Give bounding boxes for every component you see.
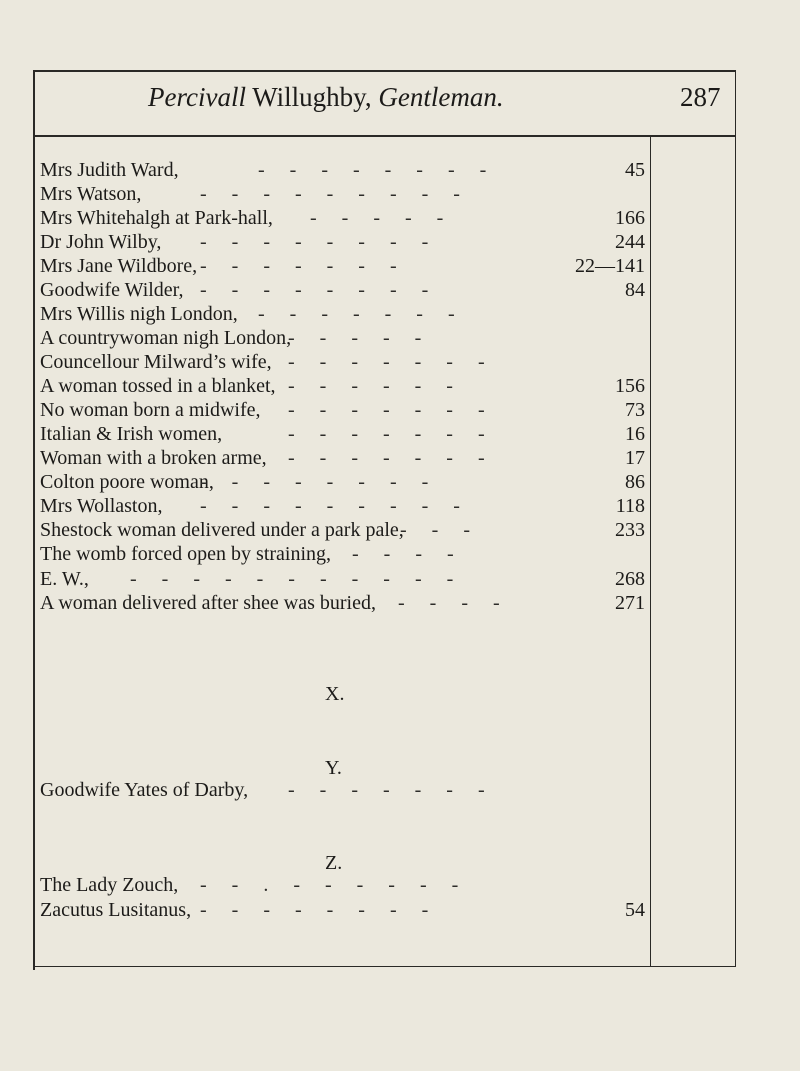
entry-page-ref: 268 bbox=[615, 568, 645, 590]
index-entry bbox=[40, 349, 640, 375]
entry-name: No woman born a midwife, bbox=[40, 399, 261, 421]
entry-name: Councellour Milward’s wife, bbox=[40, 351, 272, 373]
entry-page-ref: 86 bbox=[625, 471, 645, 493]
entry-page-ref: 16 bbox=[625, 423, 645, 445]
index-entry bbox=[40, 590, 645, 616]
entry-leader-dashes: - - . - - - - - - bbox=[200, 874, 469, 896]
index-entry bbox=[40, 253, 645, 279]
entry-name: Dr John Wilby, bbox=[40, 231, 162, 253]
entry-leader-dashes: - - - - - - - - bbox=[200, 279, 439, 301]
entry-leader-dashes: - - - - - - bbox=[288, 375, 463, 397]
entry-leader-dashes: - - - - - - - bbox=[288, 351, 495, 373]
entry-leader-dashes: - - - - - - - bbox=[288, 447, 495, 469]
right-border bbox=[735, 70, 736, 967]
entry-page-ref: 166 bbox=[615, 207, 645, 229]
entry-leader-dashes: - - - - - - - bbox=[258, 303, 465, 325]
entry-name: A woman tossed in a blanket, bbox=[40, 375, 276, 397]
entry-leader-dashes: - - - - - - - - bbox=[258, 159, 497, 181]
left-border bbox=[33, 70, 35, 970]
index-entry bbox=[40, 421, 645, 447]
index-entry bbox=[40, 157, 645, 183]
section-letter-z: Z. bbox=[325, 852, 343, 874]
entry-leader-dashes: - - - - - - - - bbox=[200, 899, 439, 921]
entry-name: Mrs Whitehalgh at Park-hall, bbox=[40, 207, 273, 229]
index-entry bbox=[40, 181, 640, 207]
entry-leader-dashes: - - - - - - - bbox=[288, 399, 495, 421]
entry-page-ref: 118 bbox=[615, 495, 645, 517]
entry-name: Mrs Jane Wildbore, bbox=[40, 255, 198, 277]
index-entry bbox=[40, 373, 645, 399]
entry-page-ref: 17 bbox=[625, 447, 645, 469]
entry-name: The womb forced open by straining, bbox=[40, 543, 332, 565]
running-head-surname: Willughby, bbox=[252, 82, 372, 112]
index-entry bbox=[40, 897, 645, 923]
entry-name: Mrs Willis nigh London, bbox=[40, 303, 238, 325]
entry-page-ref: 73 bbox=[625, 399, 645, 421]
entry-page-ref: 156 bbox=[615, 375, 645, 397]
entry-name: A woman delivered after shee was buried, bbox=[40, 592, 376, 614]
entry-name: Shestock woman delivered under a park pale, bbox=[40, 519, 404, 541]
index-entry bbox=[40, 325, 640, 351]
running-head-descriptor: Gentleman. bbox=[378, 82, 504, 112]
entry-leader-dashes: - - - - - - - bbox=[288, 423, 495, 445]
entry-leader-dashes: - - - - - - - - bbox=[200, 231, 439, 253]
entry-name: Italian & Irish women, bbox=[40, 423, 223, 445]
entry-name: Goodwife Yates of Darby, bbox=[40, 779, 249, 801]
index-entry bbox=[40, 872, 640, 898]
entry-leader-dashes: - - - - bbox=[398, 592, 510, 614]
entry-leader-dashes: - - - - - - - - - - - bbox=[130, 568, 464, 590]
entry-name: E. W., bbox=[40, 568, 89, 590]
entry-name: Goodwife Wilder, bbox=[40, 279, 184, 301]
running-head-name: Percivall bbox=[148, 82, 246, 112]
entry-name: Zacutus Lusitanus, bbox=[40, 899, 192, 921]
index-entry bbox=[40, 777, 640, 803]
page-number: 287 bbox=[680, 82, 721, 112]
entry-page-ref: 84 bbox=[625, 279, 645, 301]
entry-leader-dashes: - - - - - - - - bbox=[200, 471, 439, 493]
index-entry bbox=[40, 205, 645, 231]
index-entry bbox=[40, 493, 645, 519]
running-head bbox=[148, 82, 504, 113]
index-entry bbox=[40, 229, 645, 255]
column-divider bbox=[650, 137, 651, 967]
bottom-rule bbox=[34, 966, 736, 967]
entry-page-ref: 54 bbox=[625, 899, 645, 921]
entry-name: Mrs Watson, bbox=[40, 183, 142, 205]
entry-page-ref: 244 bbox=[615, 231, 645, 253]
entry-name: Mrs Judith Ward, bbox=[40, 159, 179, 181]
header-rule bbox=[34, 135, 736, 137]
entry-page-ref: 45 bbox=[625, 159, 645, 181]
section-letter-x: X. bbox=[325, 683, 345, 705]
index-entry bbox=[40, 397, 645, 423]
index-entry bbox=[40, 277, 645, 303]
entry-leader-dashes: - - - - - - - bbox=[200, 255, 407, 277]
entry-leader-dashes: - - - bbox=[400, 519, 480, 541]
entry-name: Colton poore woman, bbox=[40, 471, 214, 493]
entry-leader-dashes: - - - - - bbox=[310, 207, 454, 229]
entry-leader-dashes: - - - - - - - bbox=[288, 779, 495, 801]
entry-leader-dashes: - - - - - - - - - bbox=[200, 495, 470, 517]
index-entry bbox=[40, 301, 640, 327]
entry-leader-dashes: - - - - - - - - - bbox=[200, 183, 470, 205]
entry-page-ref: 233 bbox=[615, 519, 645, 541]
entry-name: Mrs Wollaston, bbox=[40, 495, 163, 517]
index-entry bbox=[40, 469, 645, 495]
index-entry bbox=[40, 566, 645, 592]
entry-name: A countrywoman nigh London, bbox=[40, 327, 292, 349]
index-entry bbox=[40, 541, 640, 567]
entry-name: The Lady Zouch, bbox=[40, 874, 179, 896]
section-letter-y: Y. bbox=[325, 757, 342, 779]
entry-leader-dashes: - - - - - bbox=[288, 327, 432, 349]
entry-name: Woman with a broken arme, bbox=[40, 447, 267, 469]
entry-page-ref: 22—141 bbox=[575, 255, 645, 277]
index-entry bbox=[40, 445, 645, 471]
top-rule bbox=[34, 70, 736, 72]
entry-leader-dashes: - - - - bbox=[352, 543, 464, 565]
entry-page-ref: 271 bbox=[615, 592, 645, 614]
index-entry bbox=[40, 517, 645, 543]
